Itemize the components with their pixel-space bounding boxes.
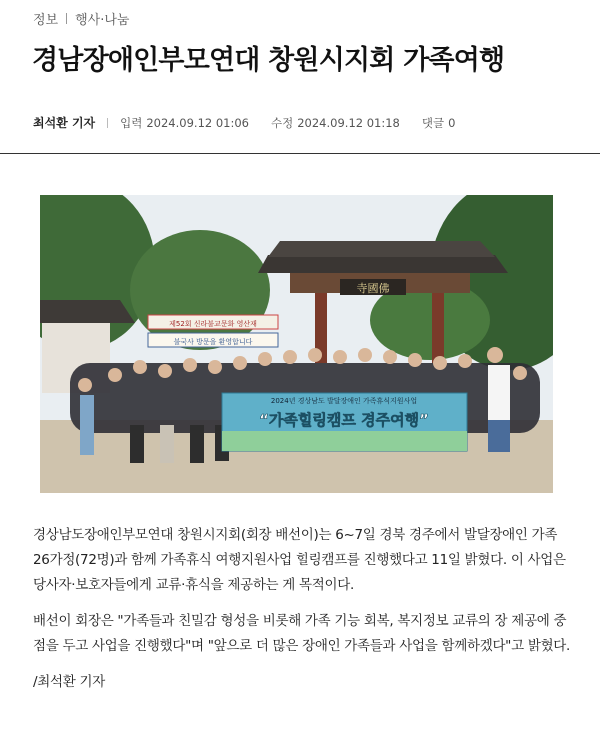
published-date: 2024.09.12 01:06 xyxy=(146,115,250,130)
welcome-banner-text: 불국사 방문을 환영합니다 xyxy=(173,338,253,346)
published-label: 입력 xyxy=(120,115,143,130)
updated-date: 2024.09.12 01:18 xyxy=(297,115,400,130)
comments-label[interactable]: 댓글 xyxy=(421,115,445,130)
festival-banner-text: 제52회 신라불교문화 영산재 xyxy=(169,320,257,328)
campaign-banner-hills xyxy=(222,431,467,451)
header-divider xyxy=(0,153,600,154)
gate-pillar-right xyxy=(432,293,444,363)
article-signature: /최석환 기자 xyxy=(33,674,105,690)
breadcrumb xyxy=(33,9,130,28)
article-body xyxy=(33,523,573,706)
author-name[interactable]: 최석환 기자 xyxy=(33,116,96,130)
breadcrumb-divider xyxy=(66,13,67,24)
article-photo xyxy=(40,195,553,493)
article-paragraph-1: 경상남도장애인부모연대 창원시지회(회장 배선이)는 6~7일 경북 경주에서 발달장애인 가족 26가정(72명)과 함께 가족휴식 여행지원사업 힐링캠프를 진행했다고 11일 밝혔다. 이 사업은 당사자·보호자들에게 교류·휴식을 제공하는 게 목적이다. xyxy=(33,527,566,593)
campaign-banner-title: “가족힐링캠프 경주여행” xyxy=(259,411,429,429)
photo-tree-mid xyxy=(130,230,270,350)
gate-sign: 寺國佛 xyxy=(356,282,390,295)
comments-count[interactable]: 0 xyxy=(448,115,456,130)
left-building-roof xyxy=(40,300,135,323)
article-paragraph-2: 배선이 회장은 "가족들과 친밀감 형성을 비롯해 가족 기능 회복, 복지정보 교류의 장 제공에 중점을 두고 사업을 진행했다"며 "앞으로 더 많은 장애인 가족들과 사업을 함께하겠다"고 밝혔다. xyxy=(33,613,571,654)
breadcrumb-section-link[interactable]: 정보 xyxy=(33,13,59,28)
breadcrumb-category-link[interactable]: 행사·나눔 xyxy=(75,13,130,28)
meta-divider xyxy=(107,118,108,128)
article-meta xyxy=(33,114,455,131)
gate-roof-top xyxy=(268,241,495,257)
group-photo-illustration xyxy=(40,195,553,493)
updated-label: 수정 xyxy=(271,115,294,130)
article-title: 경남장애인부모연대 창원시지회 가족여행 xyxy=(32,45,505,76)
gate-roof xyxy=(258,255,508,273)
campaign-banner-subtitle: 2024년 경상남도 발달장애인 가족휴식지원사업 xyxy=(270,397,418,405)
